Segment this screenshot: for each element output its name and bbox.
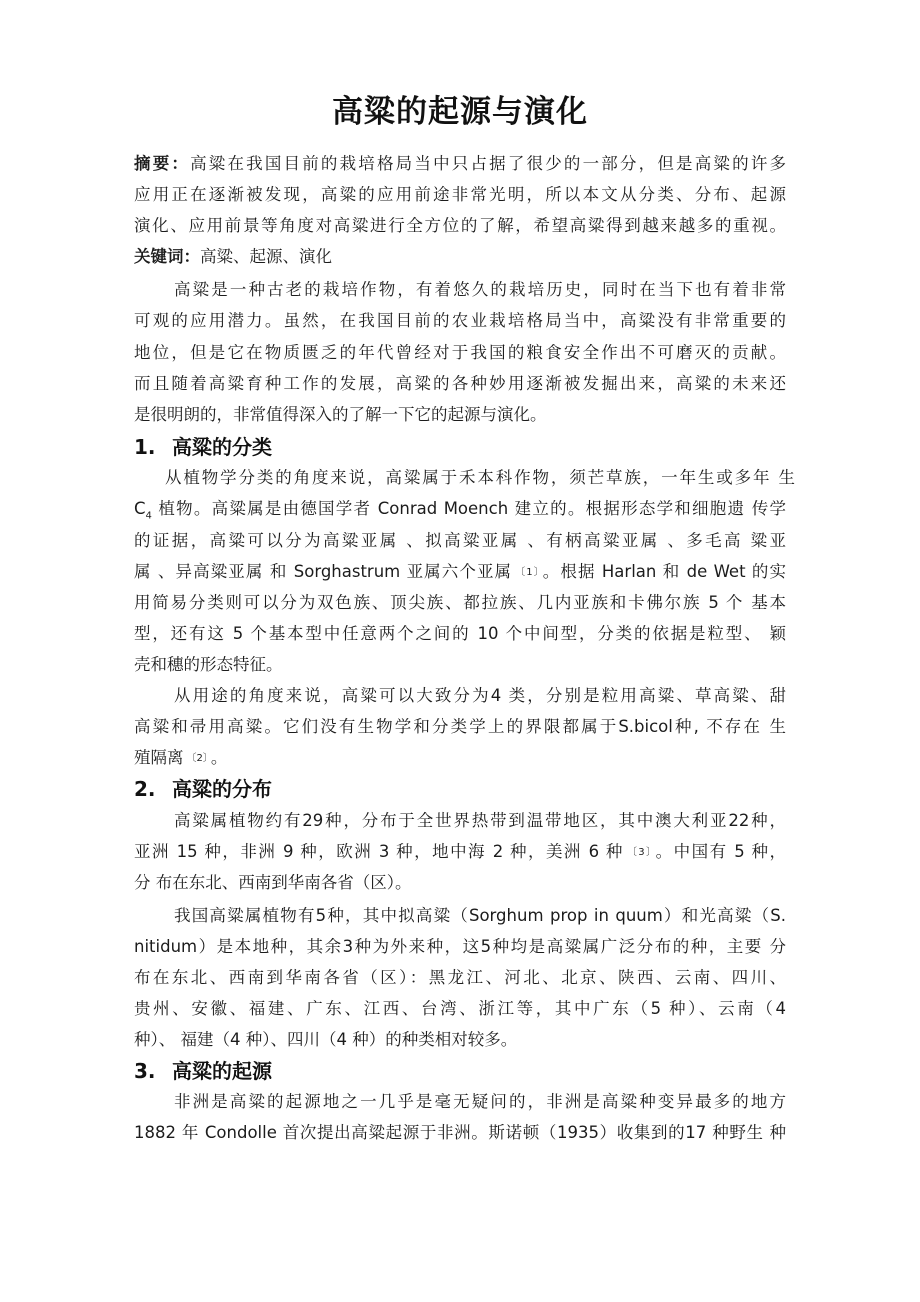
paragraph-line: 从植物学分类的角度来说，高粱属于禾本科作物，须芒草族，一年生或多年 生 <box>165 468 795 487</box>
paragraph-line: 壳和穗的形态特征。 <box>134 655 283 674</box>
intro-line: 是很明朗的，非常值得深入的了解一下它的起源与演化。 <box>134 405 547 424</box>
citation-ref: 〔1〕 <box>515 567 540 578</box>
intro-line: 地位，但是它在物质匮乏的年代曾经对于我国的粮食安全作出不可磨灭的贡献。 <box>134 343 786 362</box>
citation-ref: 〔2〕 <box>186 753 208 764</box>
abstract-line: 摘要：高粱在我国目前的栽培格局当中只占据了很少的一部分，但是高粱的许多 <box>134 154 787 173</box>
abstract-line: 应用正在逐渐被发现，高粱的应用前途非常光明，所以本文从分类、分布、起源 <box>134 185 786 204</box>
paragraph-line: 高粱和帚用高粱。它们没有生物学和分类学上的界限都属于S.bicol种, 不存在 生 <box>134 717 786 736</box>
document-title: 高粱的起源与演化 <box>332 94 588 130</box>
paragraph-line: 我国高粱属植物有5种，其中拟高粱（Sorghum prop in quum）和光高粱（S. <box>174 906 786 925</box>
paragraph-line: 属 、异高粱亚属 和 Sorghastrum 亚属六个亚属 〔1〕 。根据 Harlan 和 de Wet 的实 <box>134 562 786 581</box>
paragraph-line: 殖隔离 〔2〕 。 <box>134 748 228 767</box>
section-heading-3: 3. 高粱的起源 <box>134 1059 272 1083</box>
paragraph-line: 1882 年 Condolle 首次提出高粱起源于非洲。斯诺顿（1935）收集到的17 种野生 种 <box>134 1123 786 1142</box>
intro-line: 而且随着高粱育种工作的发展，高粱的各种妙用逐渐被发掘出来，高粱的未来还 <box>134 374 786 393</box>
paragraph-line: 亚洲 15 种，非洲 9 种，欧洲 3 种，地中海 2 种，美洲 6 种 〔3〕 。中国有 5 种， <box>134 842 786 861</box>
paragraph-line: 型，还有这 5 个基本型中任意两个之间的 10 个中间型，分类的依据是粒型、 颖 <box>134 624 786 643</box>
paragraph-line: 的证据，高粱可以分为高粱亚属 、拟高粱亚属 、有柄高粱亚属 、多毛高 粱亚 <box>134 531 786 550</box>
paragraph-line: nitidum）是本地种，其余3种为外来种，这5种均是高粱属广泛分布的种，主要 分 <box>134 937 786 956</box>
paragraph-line: 用简易分类则可以分为双色族、顶尖族、都拉族、几内亚族和卡佛尔族 5 个 基本 <box>134 593 786 612</box>
section-heading-2: 2. 高粱的分布 <box>134 777 272 801</box>
paragraph-line: 高粱属植物约有29种，分布于全世界热带到温带地区，其中澳大利亚22种， <box>174 811 786 830</box>
citation-ref: 〔3〕 <box>626 847 653 858</box>
keywords-line <box>134 246 332 268</box>
paragraph-line: $C_4$ 植物。高粱属是由德国学者 Conrad Moench 建立的。根据形态学和细胞遗 传学 <box>134 499 786 522</box>
intro-line: 可观的应用潜力。虽然，在我国目前的农业栽培格局当中，高粱没有非常重要的 <box>134 311 786 330</box>
keywords-text: 高粱、起源、演化 <box>200 247 332 266</box>
paragraph-line: 从用途的角度来说，高粱可以大致分为4 类，分别是粒用高粱、草高粱、甜 <box>174 686 786 705</box>
paragraph-line: 种）、 福建（4 种）、四川（4 种）的种类相对较多。 <box>134 1030 518 1049</box>
intro-line: 高粱是一种古老的栽培作物，有着悠久的栽培历史，同时在当下也有着非常 <box>174 280 786 299</box>
keywords-label: 关键词： <box>134 247 200 266</box>
abstract-line: 演化、应用前景等角度对高粱进行全方位的了解，希望高粱得到越来越多的重视。 <box>134 216 786 235</box>
section-heading-1: 1. 高粱的分类 <box>134 435 272 459</box>
abstract-label: 摘要： <box>134 154 191 173</box>
paragraph-line: 非洲是高粱的起源地之一几乎是毫无疑问的，非洲是高粱种变异最多的地方 <box>174 1092 786 1111</box>
paragraph-line: 布在东北、西南到华南各省（区）：黑龙江、河北、北京、陕西、云南、四川、 <box>134 968 786 987</box>
paragraph-line: 贵州、安徽、福建、广东、江西、台湾、浙江等，其中广东（5 种）、云南（4 <box>134 999 786 1018</box>
paragraph-line: 分 布在东北、西南到华南各省（区）。 <box>134 873 412 892</box>
